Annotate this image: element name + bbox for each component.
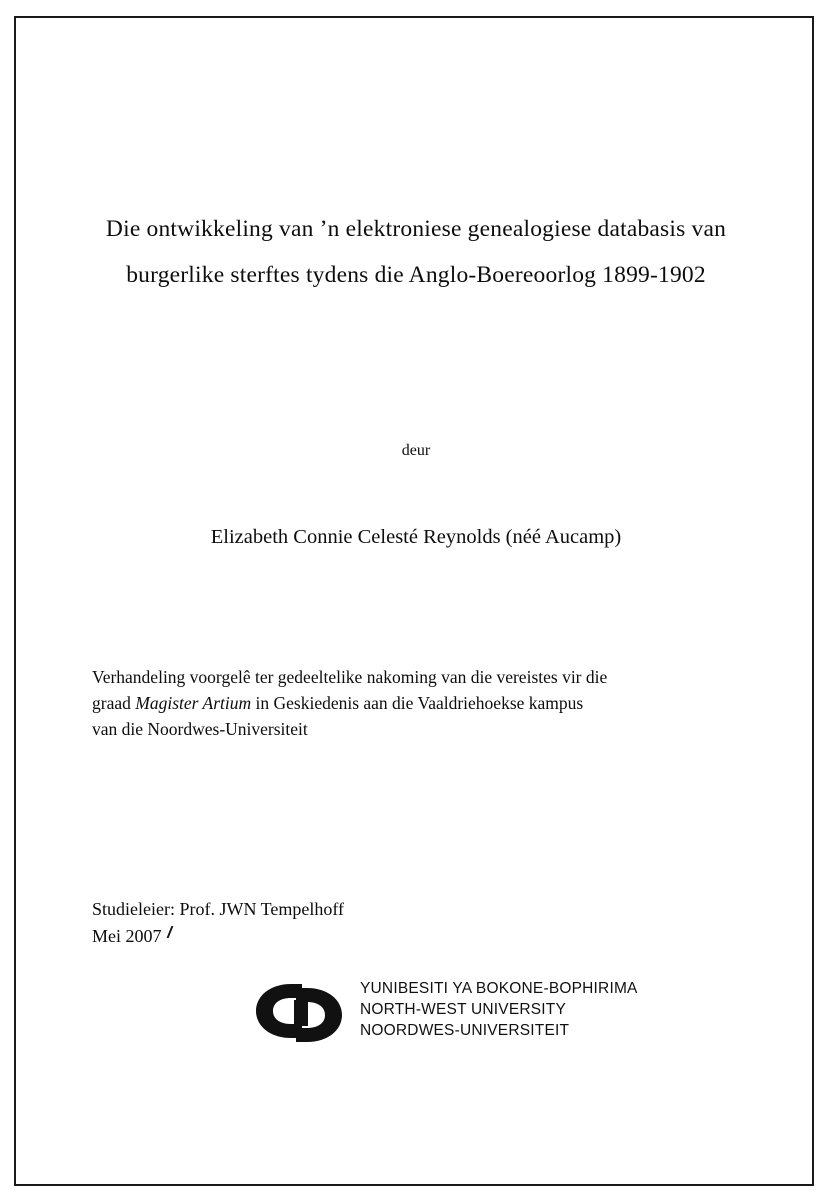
statement-line-2 <box>92 690 726 716</box>
supervisor-line: Studieleier: Prof. JWN Tempelhoff <box>92 899 345 919</box>
page-content <box>92 16 740 1186</box>
date-text: Mei 2007 <box>92 926 162 946</box>
degree-statement <box>92 664 726 742</box>
by-label: deur <box>401 442 431 459</box>
statement-line-2-post: in Geskiedenis aan die Vaaldriehoekse kampus <box>251 693 584 713</box>
title-line-2: burgerlike sterftes tydens die Anglo-Boereoorlog 1899-1902 <box>126 262 706 288</box>
statement-line-1: Verhandeling voorgelê ter gedeeltelike nakoming van die vereistes vir die <box>92 667 608 687</box>
title-line-1: Die ontwikkeling van ’n elektroniese genealogiese databasis van <box>105 216 727 242</box>
statement-line-3: van die Noordwes-Universiteit <box>92 719 308 739</box>
logo-line-2: NORTH-WEST UNIVERSITY <box>360 1001 567 1018</box>
supervisor-block <box>92 896 740 950</box>
nwu-logo-icon <box>244 978 354 1048</box>
logo-line-3: NOORDWES-UNIVERSITEIT <box>360 1022 570 1039</box>
date-line <box>92 923 162 950</box>
author-name: Elizabeth Connie Celesté Reynolds (néé Aucamp) <box>210 526 622 548</box>
page-title <box>92 206 740 298</box>
logo-wordmark <box>360 978 638 1041</box>
university-logo <box>244 976 664 1050</box>
logo-line-1: YUNIBESITI YA BOKONE-BOPHIRIMA <box>360 980 638 997</box>
statement-line-2-pre: graad <box>92 693 136 713</box>
degree-name: Magister Artium <box>135 693 252 713</box>
